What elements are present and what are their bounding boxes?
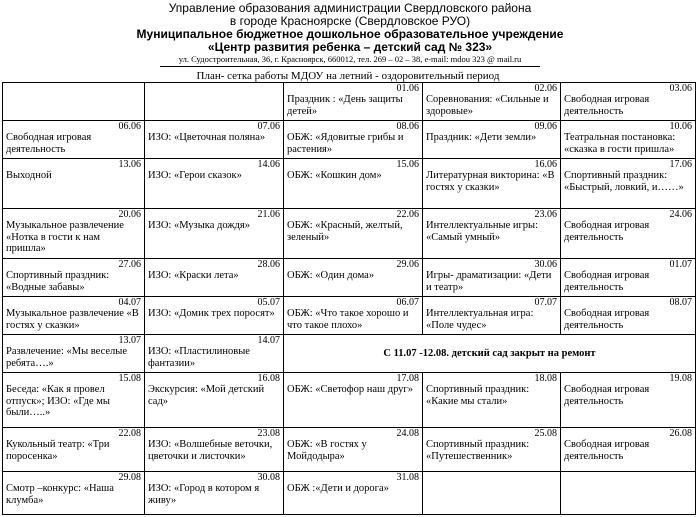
schedule-table: [2, 82, 696, 515]
day-activity: ОБЖ: «Светофор наш друг»: [287, 384, 413, 395]
day-activity: Литературная викторина: «В гостях у сказки»: [426, 170, 555, 193]
header-line-city: в городе Красноярске (Свердловское РУО): [229, 14, 471, 28]
day-date: 05.07: [257, 297, 280, 308]
day-date: 29.06: [396, 259, 419, 270]
day-activity: Развлечение: «Мы веселые ребята….»: [6, 346, 127, 369]
day-date: 09.06: [534, 121, 557, 132]
day-date: 24.08: [396, 428, 419, 439]
day-date: 30.06: [534, 259, 557, 270]
day-cell: [561, 209, 696, 259]
day-cell: [284, 259, 423, 297]
day-date: 07.06: [257, 121, 280, 132]
day-activity: ОБЖ :«Дети и дорога»: [287, 483, 389, 494]
day-date: 17.08: [396, 373, 419, 384]
day-date: 16.08: [257, 373, 280, 384]
day-cell: [3, 373, 145, 428]
day-activity: ОБЖ: «Красный, желтый, зеленый»: [287, 220, 403, 243]
day-cell: [284, 428, 423, 472]
day-date: 08.07: [669, 297, 692, 308]
day-cell: [284, 159, 423, 209]
day-date: 14.06: [257, 159, 280, 170]
day-cell: [3, 209, 145, 259]
day-cell: [145, 83, 284, 121]
day-activity: ИЗО: «Домик трех поросят»: [148, 308, 275, 319]
day-cell: [145, 297, 284, 335]
day-cell: [423, 472, 561, 515]
day-activity: Выходной: [6, 170, 52, 181]
day-date: 19.08: [669, 373, 692, 384]
header-line-department: Управление образования администрации Свердловского района: [168, 1, 532, 15]
day-activity: Спортивный праздник: «Быстрый, ловкий, и……»: [564, 170, 684, 193]
day-date: 25.08: [534, 428, 557, 439]
day-activity: Свободная игровая деятельность: [564, 308, 650, 331]
day-cell: [3, 472, 145, 515]
day-date: 13.07: [118, 335, 141, 346]
day-activity: Спортивный праздник: «Какие мы стали»: [426, 384, 530, 407]
day-activity: Свободная игровая деятельность: [6, 132, 92, 155]
day-activity: Музыкальное развлечение «В гостях у сказки»: [6, 308, 139, 331]
day-activity: ИЗО: «Город в котором я живу»: [148, 483, 260, 506]
day-cell: [423, 121, 561, 159]
day-activity: Интеллектуальная игра: «Поле чудес»: [426, 308, 534, 331]
day-cell: [561, 159, 696, 209]
day-activity: Театральная постановка: «сказка в гости пришла»: [564, 132, 676, 155]
day-date: 15.06: [396, 159, 419, 170]
day-date: 21.06: [257, 209, 280, 220]
day-activity: Праздник : «День защиты детей»: [287, 94, 403, 117]
day-activity: Спортивный праздник: «Путешественник»: [426, 439, 530, 462]
day-cell: [145, 428, 284, 472]
day-activity: ИЗО: «Герои сказок»: [148, 170, 242, 181]
day-activity: ИЗО: «Краски лета»: [148, 270, 239, 281]
day-date: 29.08: [118, 472, 141, 483]
day-cell: [145, 259, 284, 297]
day-cell: [3, 121, 145, 159]
day-date: 31.08: [396, 472, 419, 483]
week-row: [3, 83, 696, 121]
day-cell: [423, 259, 561, 297]
day-date: 23.08: [257, 428, 280, 439]
day-cell: [3, 297, 145, 335]
day-cell: [3, 159, 145, 209]
day-activity: ОБЖ: «В гостях у Мойдодыра»: [287, 439, 367, 462]
day-date: 23.06: [534, 209, 557, 220]
day-date: 18.08: [534, 373, 557, 384]
day-date: 01.06: [396, 83, 419, 94]
day-activity: Смотр –конкурс: «Наша клумба»: [6, 483, 114, 506]
week-row: [3, 297, 696, 335]
day-activity: Беседа: «Как я провел отпуск»; ИЗО: «Где мы были…..»: [6, 384, 110, 418]
plan-title: План- сетка работы МДОУ на летний - оздоровительный период: [196, 70, 500, 82]
day-activity: Спортивный праздник: «Водные забавы»: [6, 270, 110, 293]
day-cell: [423, 428, 561, 472]
day-activity: Интеллектуальные игры: «Самый умный»: [426, 220, 539, 243]
day-cell: [561, 121, 696, 159]
day-cell: [284, 472, 423, 515]
day-date: 04.07: [118, 297, 141, 308]
day-activity: ОБЖ: «Что такое хорошо и что такое плохо»: [287, 308, 409, 331]
day-cell: [284, 121, 423, 159]
day-cell: [284, 83, 423, 121]
day-cell: [145, 159, 284, 209]
day-cell: [561, 428, 696, 472]
day-cell: [145, 373, 284, 428]
week-row: [3, 121, 696, 159]
day-date: 07.07: [534, 297, 557, 308]
day-date: 17.06: [669, 159, 692, 170]
day-activity: Экскурсия: «Мой детский сад»: [148, 384, 265, 407]
day-cell: [561, 472, 696, 515]
day-activity: Кукольный театр: «Три поросенка»: [6, 439, 110, 462]
day-activity: ОБЖ: «Один дома»: [287, 270, 375, 281]
closed-notice: С 11.07 -12.08. детский сад закрыт на ремонт: [284, 335, 696, 373]
day-activity: Музыкальное развлечение «Нотка в гости к нам пришла»: [6, 220, 124, 254]
day-date: 22.08: [118, 428, 141, 439]
week-row: [3, 472, 696, 515]
day-cell: [423, 297, 561, 335]
header-line-institution-name: «Центр развития ребенка – детский сад № 323»: [207, 40, 493, 54]
day-cell: [423, 159, 561, 209]
day-date: 22.06: [396, 209, 419, 220]
day-activity: Соревнования: «Сильные и здоровые»: [426, 94, 549, 117]
day-activity: Свободная игровая деятельность: [564, 94, 650, 117]
header-divider: [160, 66, 540, 67]
day-activity: ИЗО: «Цветочная полянa»: [148, 132, 266, 143]
day-date: 20.06: [118, 209, 141, 220]
day-activity: ИЗО: «Музыка дождя»: [148, 220, 250, 231]
header-line-institution-type: Муниципальное бюджетное дошкольное образовательное учреждение: [136, 27, 564, 41]
day-date: 26.08: [669, 428, 692, 439]
day-cell: [3, 259, 145, 297]
day-cell: [561, 83, 696, 121]
day-activity: Свободная игровая деятельность: [564, 220, 650, 243]
day-cell: [145, 472, 284, 515]
day-date: 03.06: [669, 83, 692, 94]
day-date: 06.06: [118, 121, 141, 132]
day-cell: [284, 373, 423, 428]
day-date: 16.06: [534, 159, 557, 170]
day-date: 28.06: [257, 259, 280, 270]
day-cell: [423, 83, 561, 121]
week-row: [3, 259, 696, 297]
day-cell: [561, 297, 696, 335]
day-cell: [561, 259, 696, 297]
day-date: 06.07: [396, 297, 419, 308]
day-date: 24.06: [669, 209, 692, 220]
week-row: [3, 335, 696, 373]
day-activity: ИЗО: «Волшебные веточки, цветочки и листочки»: [148, 439, 273, 462]
day-date: 02.06: [534, 83, 557, 94]
day-activity: Праздник: «Дети земли»: [426, 132, 537, 143]
day-cell: [561, 373, 696, 428]
day-date: 01.07: [669, 259, 692, 270]
week-row: [3, 209, 696, 259]
day-cell: [284, 297, 423, 335]
day-date: 08.06: [396, 121, 419, 132]
week-row: [3, 159, 696, 209]
header-line-address: ул. Судостроительная, 36, г. Красноярск, 660012, тел. 269 – 02 – 38, e-mail: mdou 323 @ mail.ru: [178, 54, 522, 64]
day-activity: Игры- драматизации: «Дети и театр»: [426, 270, 552, 293]
day-cell: [284, 209, 423, 259]
day-activity: Свободная игровая деятельность: [564, 270, 650, 293]
day-cell: [145, 209, 284, 259]
week-row: [3, 373, 696, 428]
day-activity: ОБЖ: «Ядовитые грибы и растения»: [287, 132, 404, 155]
day-cell: [423, 373, 561, 428]
day-date: 13.06: [118, 159, 141, 170]
day-cell: [3, 83, 145, 121]
day-cell: [145, 335, 284, 373]
day-date: 14.07: [257, 335, 280, 346]
day-activity: ОБЖ: «Кошкин дом»: [287, 170, 382, 181]
day-date: 27.06: [118, 259, 141, 270]
day-cell: [3, 428, 145, 472]
day-cell: [3, 335, 145, 373]
day-cell: [145, 121, 284, 159]
day-activity: Свободная игровая деятельность: [564, 439, 650, 462]
day-date: 10.06: [669, 121, 692, 132]
day-cell: [423, 209, 561, 259]
day-activity: Свободная игровая деятельность: [564, 384, 650, 407]
day-date: 15.08: [118, 373, 141, 384]
week-row: [3, 428, 696, 472]
day-date: 30.08: [257, 472, 280, 483]
day-activity: ИЗО: «Пластилиновые фантазии»: [148, 346, 250, 369]
